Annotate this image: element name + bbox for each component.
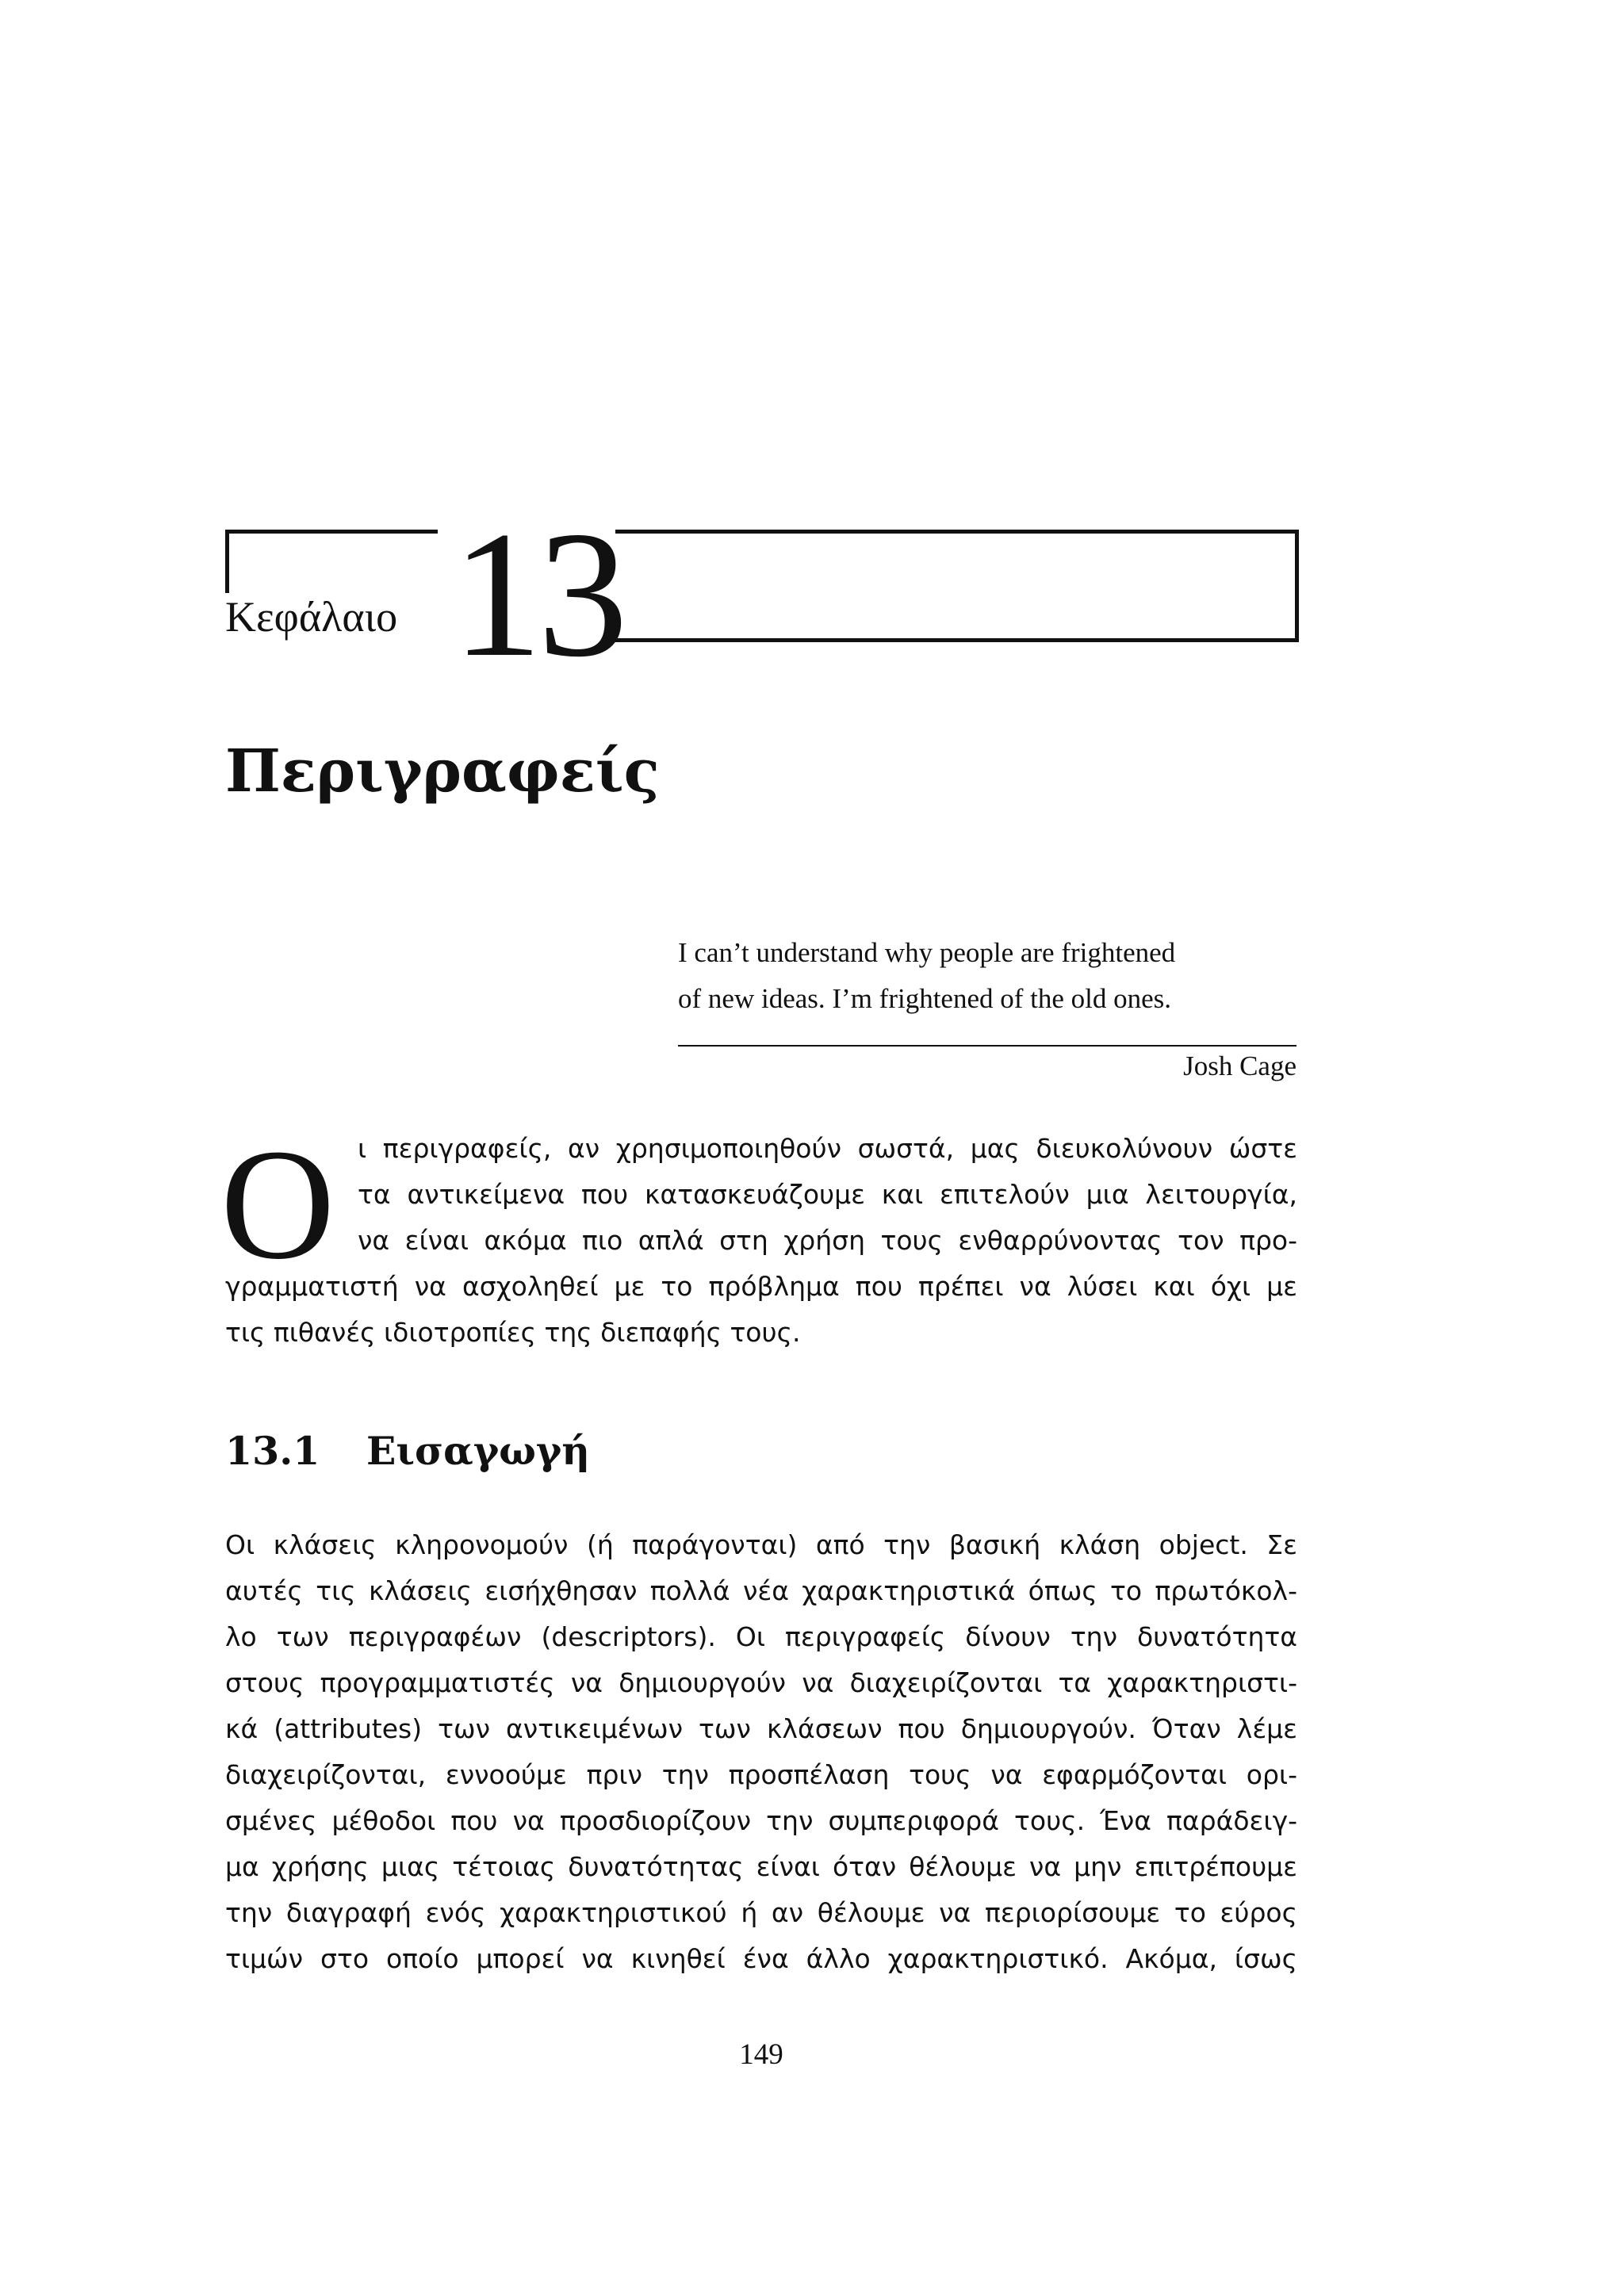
epigraph-rule (678, 1045, 1297, 1047)
section-line: μα χρήσης μιας τέτοιας δυνατότητας είναι όταν θέλουμε να μην επιτρέπουμε (225, 1851, 1297, 1882)
drop-cap: Ο (220, 1117, 335, 1292)
chapter-label: Κεφάλαιο (225, 593, 398, 641)
epigraph-quote (678, 930, 1297, 1022)
section-heading (225, 1425, 590, 1477)
intro-line: τα αντικείμενα που κατασκευάζουμε και επιτελούν μια λειτουργία, (358, 1179, 1297, 1210)
page-number: 149 (739, 2038, 783, 2071)
section-line: στους προγραμματιστές να δημιουργούν να διαχειρίζονται τα χαρακτηριστι- (225, 1667, 1297, 1698)
section-line: διαχειρίζονται, εννοούμε πριν την προσπέλαση τους να εφαρμόζονται ορι- (225, 1759, 1297, 1790)
intro-line: γραμματιστή να ασχοληθεί με το πρόβλημα που πρέπει να λύσει και όχι με (225, 1271, 1297, 1302)
section-line: κά (attributes) των αντικειμένων των κλάσεων που δημιουργούν. Όταν λέμε (225, 1713, 1297, 1744)
section-line: τιμών στο οποίο μπορεί να κινηθεί ένα άλλο χαρακτηριστικό. Ακόμα, ίσως (225, 1943, 1297, 1974)
chapter-title: Περιγραφείς (225, 737, 660, 806)
epigraph-author: Josh Cage (1183, 1050, 1297, 1081)
frame-right-vertical-rule (1295, 530, 1299, 642)
frame-bottom-rule (615, 638, 1299, 642)
section-title: Εισαγωγή (366, 1428, 590, 1474)
section-line: αυτές τις κλάσεις εισήχθησαν πολλά νέα χαρακτηριστικά όπως το πρωτόκολ- (225, 1575, 1297, 1606)
section-line: σμένες μέθοδοι που να προσδιορίζουν την συμπεριφορά τους. Ένα παράδειγ- (225, 1805, 1297, 1836)
section-line: Οι κλάσεις κληρονομούν (ή παράγονται) από την βασική κλάση object. Σε (225, 1529, 1297, 1560)
intro-line: τις πιθανές ιδιοτροπίες της διεπαφής τους. (225, 1317, 801, 1348)
epigraph-line: of new ideas. I’m frightened of the old ones. (678, 983, 1172, 1014)
frame-left-vertical-rule (225, 530, 229, 593)
epigraph-line: I can’t understand why people are frightened (678, 937, 1176, 968)
section-number: 13.1 (225, 1428, 320, 1474)
section-line: την διαγραφή ενός χαρακτηριστικού ή αν θέλουμε να περιορίσουμε το εύρος (225, 1897, 1297, 1928)
chapter-number: 13 (452, 495, 623, 695)
intro-line: να είναι ακόμα πιο απλά στη χρήση τους ενθαρρύνοντας τον προ- (358, 1225, 1297, 1256)
frame-left-top-rule (225, 530, 438, 534)
section-line: λο των περιγραφέων (descriptors). Οι περιγραφείς δίνουν την δυνατότητα (225, 1621, 1297, 1652)
intro-line: ι περιγραφείς, αν χρησιμοποιηθούν σωστά, μας διευκολύνουν ώστε (358, 1133, 1297, 1164)
frame-right-top-rule (615, 530, 1299, 534)
